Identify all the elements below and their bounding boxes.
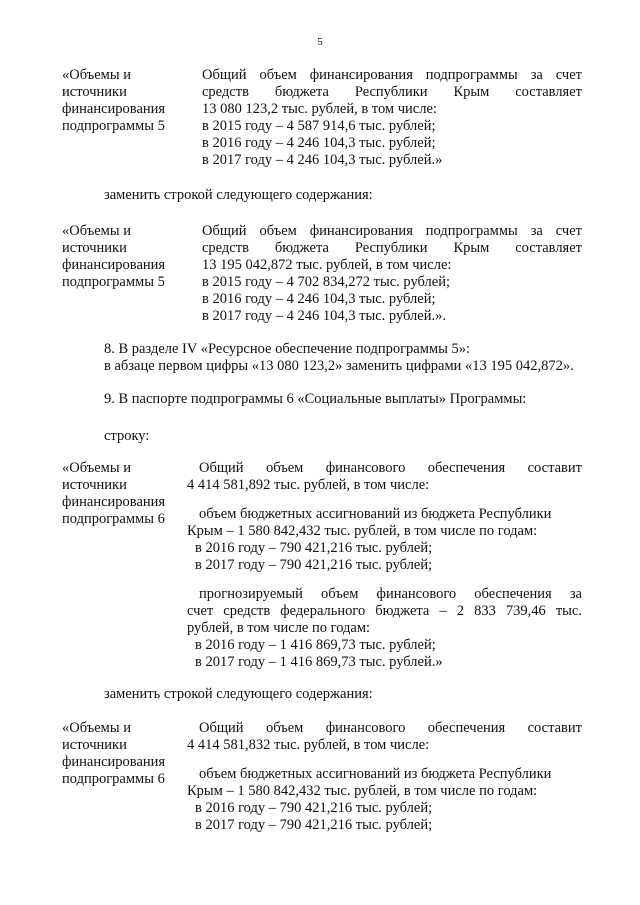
value-line: в 2017 году – 4 246 104,3 тыс. рублей.». [202,308,446,324]
label-line: финансирования [62,257,166,273]
value-line: прогнозируемый объем финансового обеспечения за [199,586,582,602]
value-line: средств бюджета Республики Крым составляет [202,84,582,100]
value-line: средств бюджета Республики Крым составляет [202,240,582,256]
replace-instruction: заменить строкой следующего содержания: [104,187,373,203]
financing-row-value [202,67,582,169]
value-line: 13 080 123,2 тыс. рублей, в том числе: [202,101,437,117]
label-line: «Объемы и [62,460,131,476]
item-8-text [104,358,584,375]
financing-row-label [62,223,182,291]
value-line: Крым – 1 580 842,432 тыс. рублей, в том числе по годам: [187,783,538,799]
value-line: 4 414 581,892 тыс. рублей, в том числе: [187,477,430,493]
value-line: в 2016 году – 790 421,216 тыс. рублей; [195,540,433,556]
label-line: подпрограммы 5 [62,118,165,134]
financing-row-label [62,460,182,528]
page-number: 5 [317,36,323,48]
value-line: объем бюджетных ассигнований из бюджета Республики [199,766,552,782]
value-line: в 2016 году – 4 246 104,3 тыс. рублей; [202,135,436,151]
value-line: в 2017 году – 790 421,216 тыс. рублей; [195,557,433,573]
value-line: в 2017 году – 1 416 869,73 тыс. рублей.» [195,654,443,670]
label-line: финансирования [62,101,166,117]
value-line: Общий объем финансового обеспечения составит [199,460,582,476]
label-line: финансирования [62,494,166,510]
new-financing-block-6 [62,720,582,835]
financing-row-value [202,223,582,325]
value-line: в 2016 году – 4 246 104,3 тыс. рублей; [202,291,436,307]
label-line: финансирования [62,754,166,770]
replace-instruction: заменить строкой следующего содержания: [104,686,373,702]
value-line: счет средств федерального бюджета – 2 833 739,46 тыс. [187,603,582,619]
value-line: 4 414 581,832 тыс. рублей, в том числе: [187,737,430,753]
value-line: объем бюджетных ассигнований из бюджета Республики [199,506,552,522]
label-line: источники [62,240,127,256]
item-8-line: в абзаце первом цифры «13 080 123,2» заменить цифрами «13 195 042,872». [104,358,574,374]
value-line: в 2016 году – 790 421,216 тыс. рублей; [195,800,433,816]
value-line: в 2015 году – 4 702 834,272 тыс. рублей; [202,274,451,290]
label-line: подпрограммы 5 [62,274,165,290]
value-line: 13 195 042,872 тыс. рублей, в том числе: [202,257,452,273]
label-line: источники [62,84,127,100]
label-line: «Объемы и [62,223,131,239]
label-line: «Объемы и [62,720,131,736]
item-9: 9. В паспорте подпрограммы 6 «Социальные выплаты» Программы: [104,391,527,407]
value-line: в 2016 году – 1 416 869,73 тыс. рублей; [195,637,436,653]
label-line: подпрограммы 6 [62,511,165,527]
financing-row-value [187,720,582,834]
value-line: Общий объем финансирования подпрограммы за счет [202,67,582,83]
financing-row-label [62,720,182,788]
old-financing-block-5 [62,67,582,172]
value-line: в 2017 году – 4 246 104,3 тыс. рублей.» [202,152,443,168]
value-line: рублей, в том числе по годам: [187,620,371,636]
label-line: «Объемы и [62,67,131,83]
label-line: источники [62,477,127,493]
financing-row-value [187,460,582,671]
label-line: подпрограммы 6 [62,771,165,787]
row-label: строку: [104,428,150,444]
item-8 [104,341,584,358]
value-line: Общий объем финансового обеспечения составит [199,720,582,736]
new-financing-block-5 [62,223,582,328]
financing-row-label [62,67,182,135]
value-line: Крым – 1 580 842,432 тыс. рублей, в том числе по годам: [187,523,538,539]
label-line: источники [62,737,127,753]
value-line: в 2017 году – 790 421,216 тыс. рублей; [195,817,433,833]
value-line: в 2015 году – 4 587 914,6 тыс. рублей; [202,118,436,134]
item-8-heading: 8. В разделе IV «Ресурсное обеспечение подпрограммы 5»: [104,341,470,357]
old-financing-block-6 [62,460,582,675]
value-line: Общий объем финансирования подпрограммы за счет [202,223,582,239]
